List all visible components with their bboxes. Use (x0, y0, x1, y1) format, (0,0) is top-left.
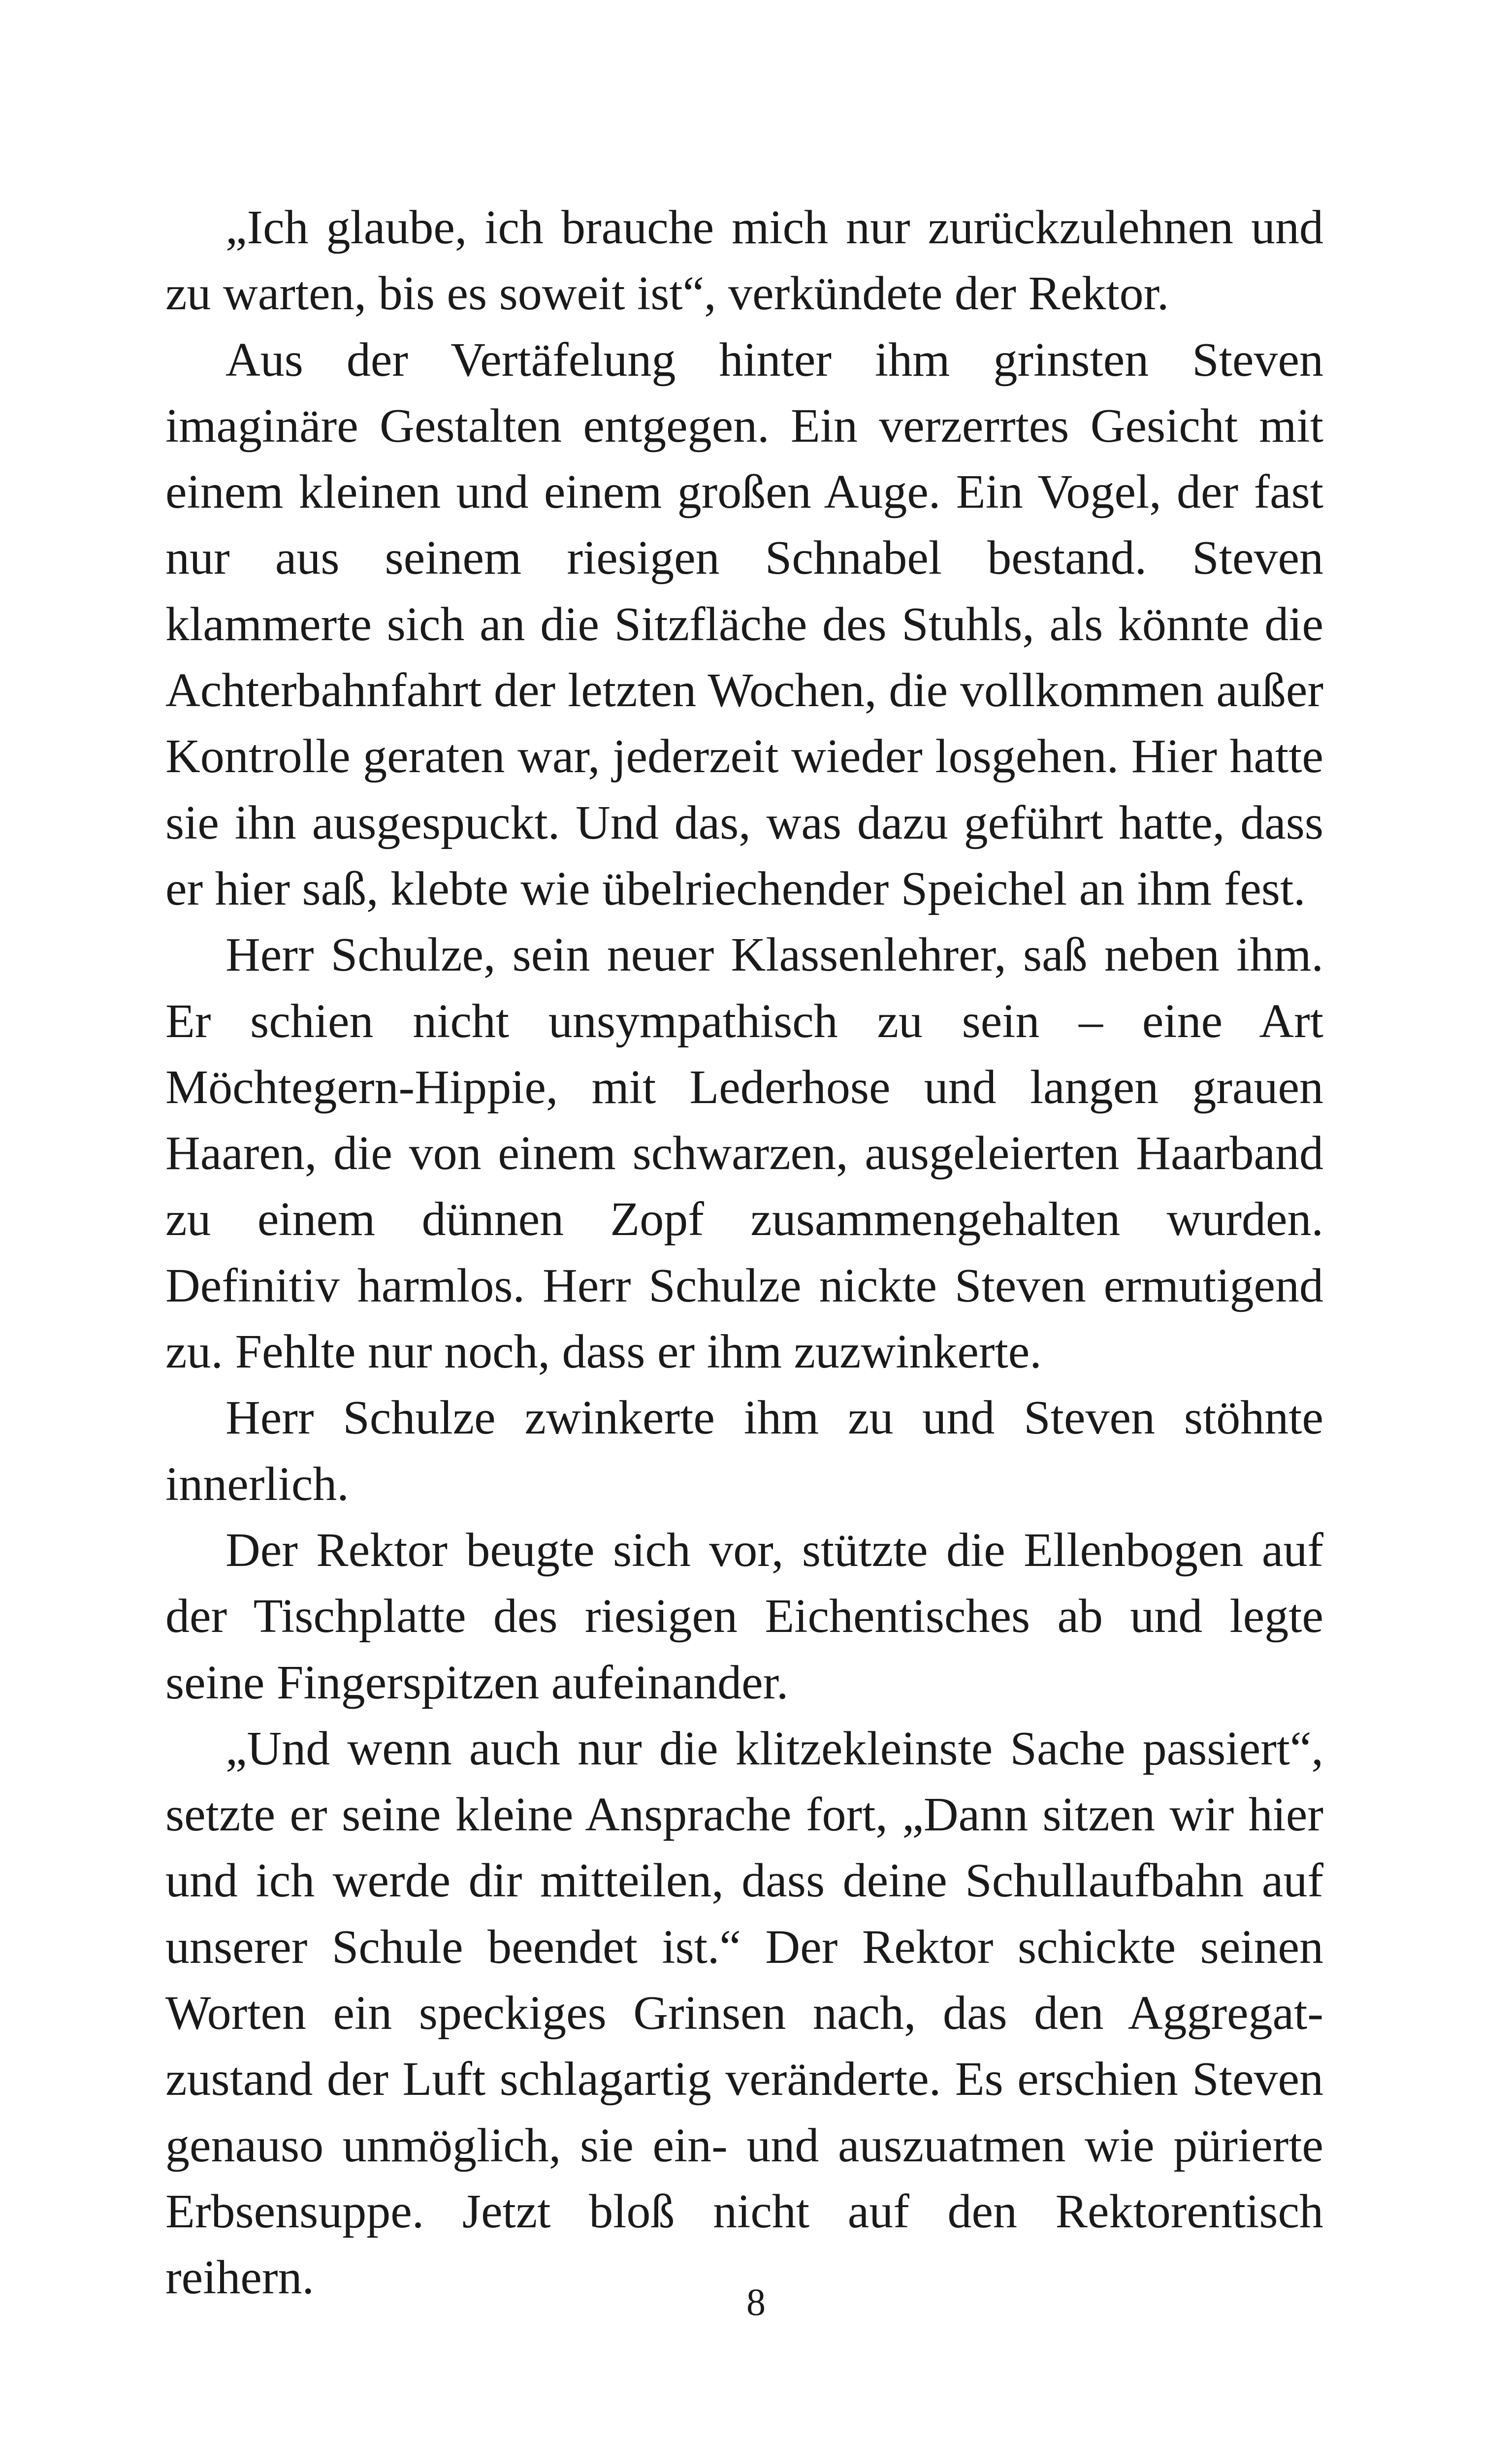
paragraph: Der Rektor beugte sich vor, stützte die Ellenbogen auf der Tischplatte des riesigen Eichentisches ab und legte seine Fingerspitzen aufeinander. (165, 1523, 1323, 1709)
paragraph: Herr Schulze, sein neuer Klassenlehrer, saß neben ihm. Er schien nicht unsympathisch zu sein – eine Art Möchtegern-Hippie, mit Lederhose und langen grauen Haaren, die von einem schwarzen, ausgeleierten Haarband zu einem dünnen Zopf zusammengehalten wurden. Definitiv harmlos. Herr Schulze nickte Steven ermutigend zu. Fehlte nur noch, dass er ihm zuzwinkerte. (165, 928, 1323, 1379)
paragraph: „Und wenn auch nur die klitzekleinste Sache passiert“, setzte er seine kleine Ansprache fort, „Dann sitzen wir hier und ich werde dir mitteilen, dass deine Schullaufbahn auf unserer Schule beendet ist.“ Der Rektor schickte seinen Worten ein speckiges Grinsen nach, das den Aggregatzustand der Luft schlagartig veränderte. Es erschien Steven genauso unmöglich, sie ein- und auszuatmen wie pürierte Erbsensuppe. Jetzt bloß nicht auf den Rektorentisch reihern. (165, 1722, 1323, 2305)
paragraph: Aus der Vertäfelung hinter ihm grinsten Steven imaginäre Gestalten entgegen. Ein verzerrtes Gesicht mit einem kleinen und einem großen Auge. Ein Vogel, der fast nur aus seinem riesigen Schnabel bestand. Steven klammerte sich an die Sitzfläche des Stuhls, als könnte die Achterbahnfahrt der letzten Wochen, die vollkommen außer Kontrolle geraten war, jederzeit wieder losgehen. Hier hatte sie ihn ausgespuckt. Und das, was dazu geführt hatte, dass er hier saß, klebte wie übelriechender Speichel an ihm fest. (165, 333, 1323, 915)
paragraph: „Ich glaube, ich brauche mich nur zurückzulehnen und zu warten, bis es soweit ist“, verkündete der Rektor. (165, 201, 1323, 321)
page-number: 8 (746, 2280, 766, 2323)
body-text (165, 195, 1323, 2311)
paragraph: Herr Schulze zwinkerte ihm zu und Steven stöhnte innerlich. (165, 1391, 1323, 1511)
